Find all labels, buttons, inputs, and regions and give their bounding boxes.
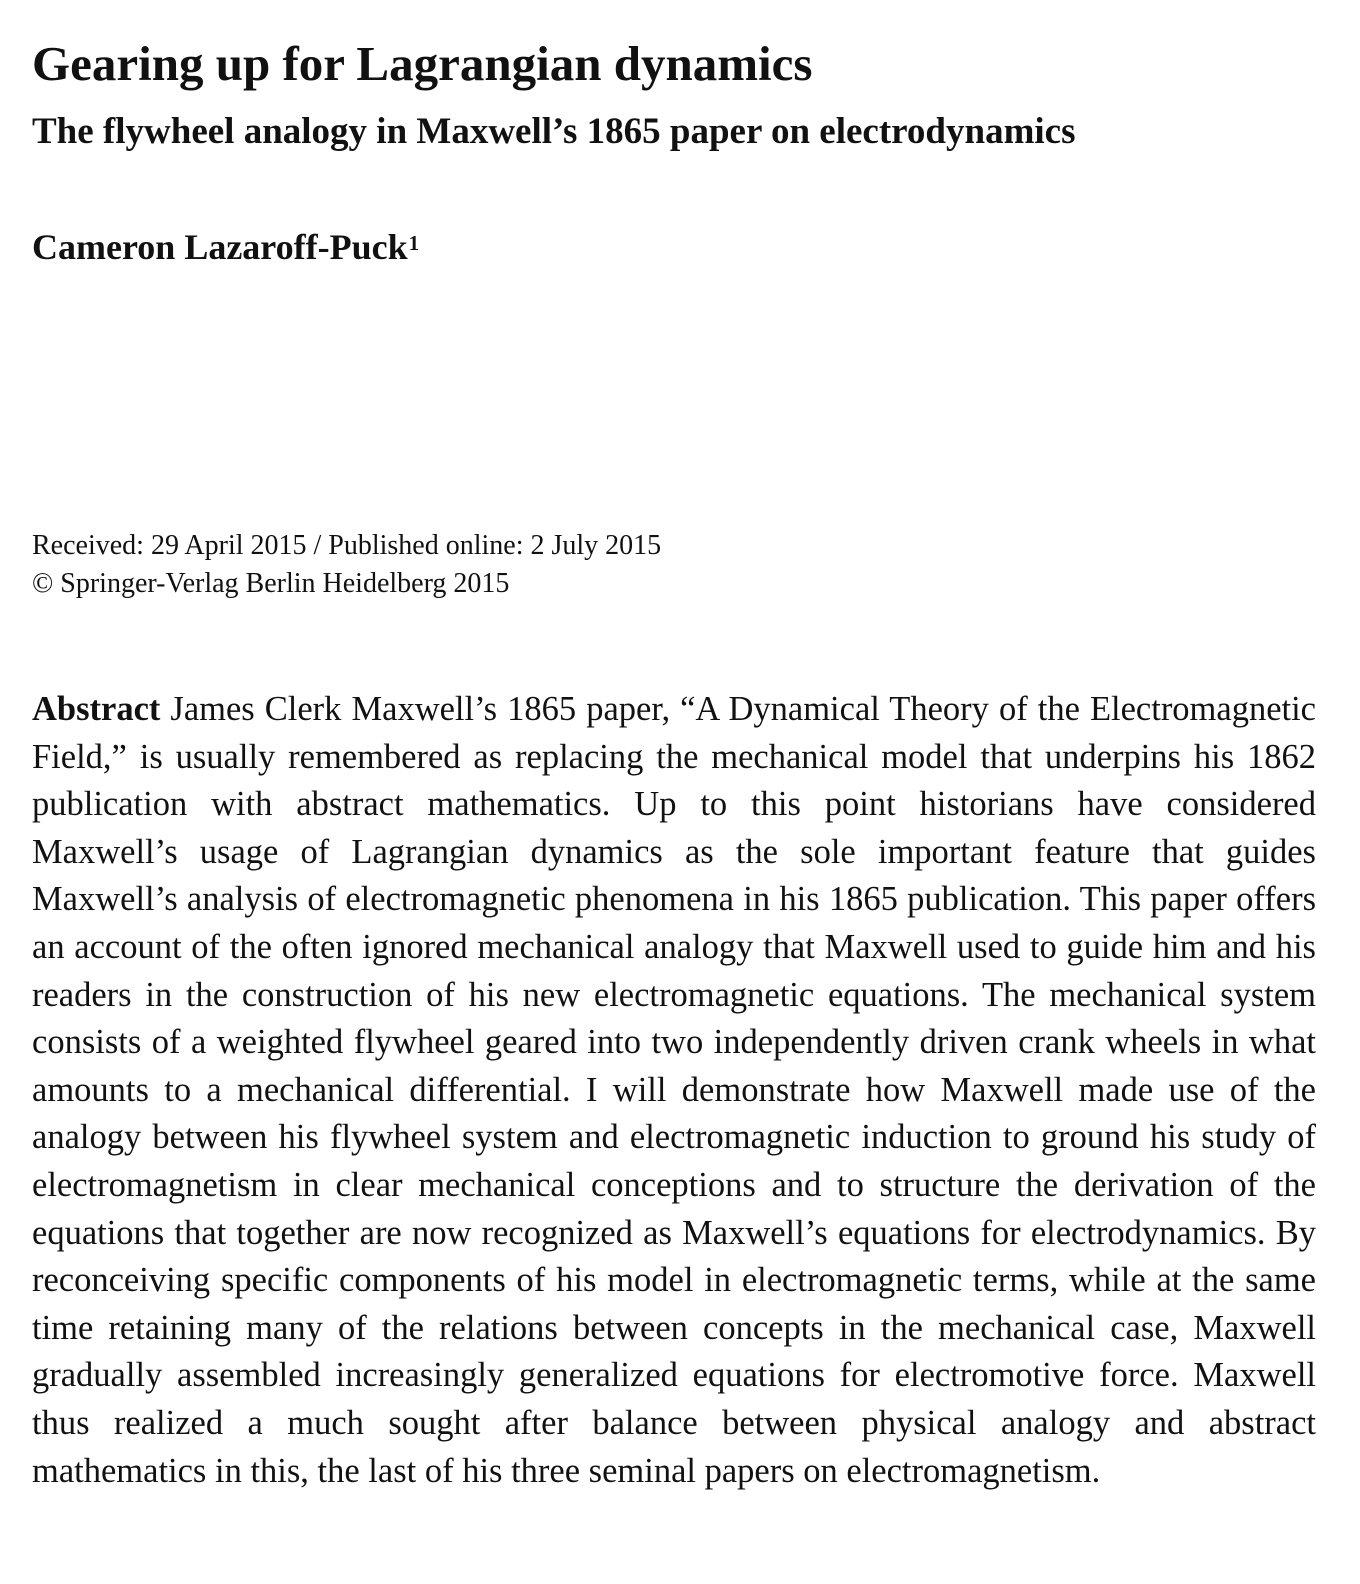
abstract-text: James Clerk Maxwell’s 1865 paper, “A Dynamical Theory of the Electromagnetic Field,” is usually remembered as replacing the mechanical model that underpins his 1862 publication with abstract mathematics. Up to this point historians have considered Maxwell’s usage of Lagrangian dynamics as the sole important feature that guides Maxwell’s analysis of electromagnetic phenomena in his 1865 publication. This paper offers an account of the often ignored mechanical analogy that Maxwell used to guide him and his readers in the construction of his new electromagnetic equations. The mechanical system consists of a weighted flywheel geared into two independently driven crank wheels in what amounts to a mechanical differential. I will demonstrate how Maxwell made use of the analogy between his flywheel system and electromagnetic induction to ground his study of electromagnetism in clear mechanical conceptions and to structure the derivation of the equations that together are now recognized as Maxwell’s equations for electrodynamics. By reconceiving specific components of his model in electromagnetic terms, while at the same time retaining many of the relations between concepts in the mechanical case, Maxwell gradually assembled increasingly generalized equations for electromotive force. Maxwell thus realized a much sought after balance between physical analogy and abstract mathematics in this, the last of his three seminal papers on electromagnetism. xyxy=(32,690,1316,1490)
author-line xyxy=(32,225,419,269)
publication-dates: Received: 29 April 2015 / Published online: 2 July 2015 xyxy=(32,530,662,561)
paper-title: Gearing up for Lagrangian dynamics xyxy=(32,36,813,91)
author-affiliation-mark: 1 xyxy=(408,231,420,255)
author-name: Cameron Lazaroff-Puck xyxy=(32,227,408,267)
paper-subtitle: The flywheel analogy in Maxwell’s 1865 paper on electrodynamics xyxy=(32,111,1076,152)
abstract xyxy=(32,686,1316,1495)
publication-info xyxy=(32,527,661,603)
abstract-label: Abstract xyxy=(32,690,161,728)
copyright-line: © Springer-Verlag Berlin Heidelberg 2015 xyxy=(32,568,510,599)
